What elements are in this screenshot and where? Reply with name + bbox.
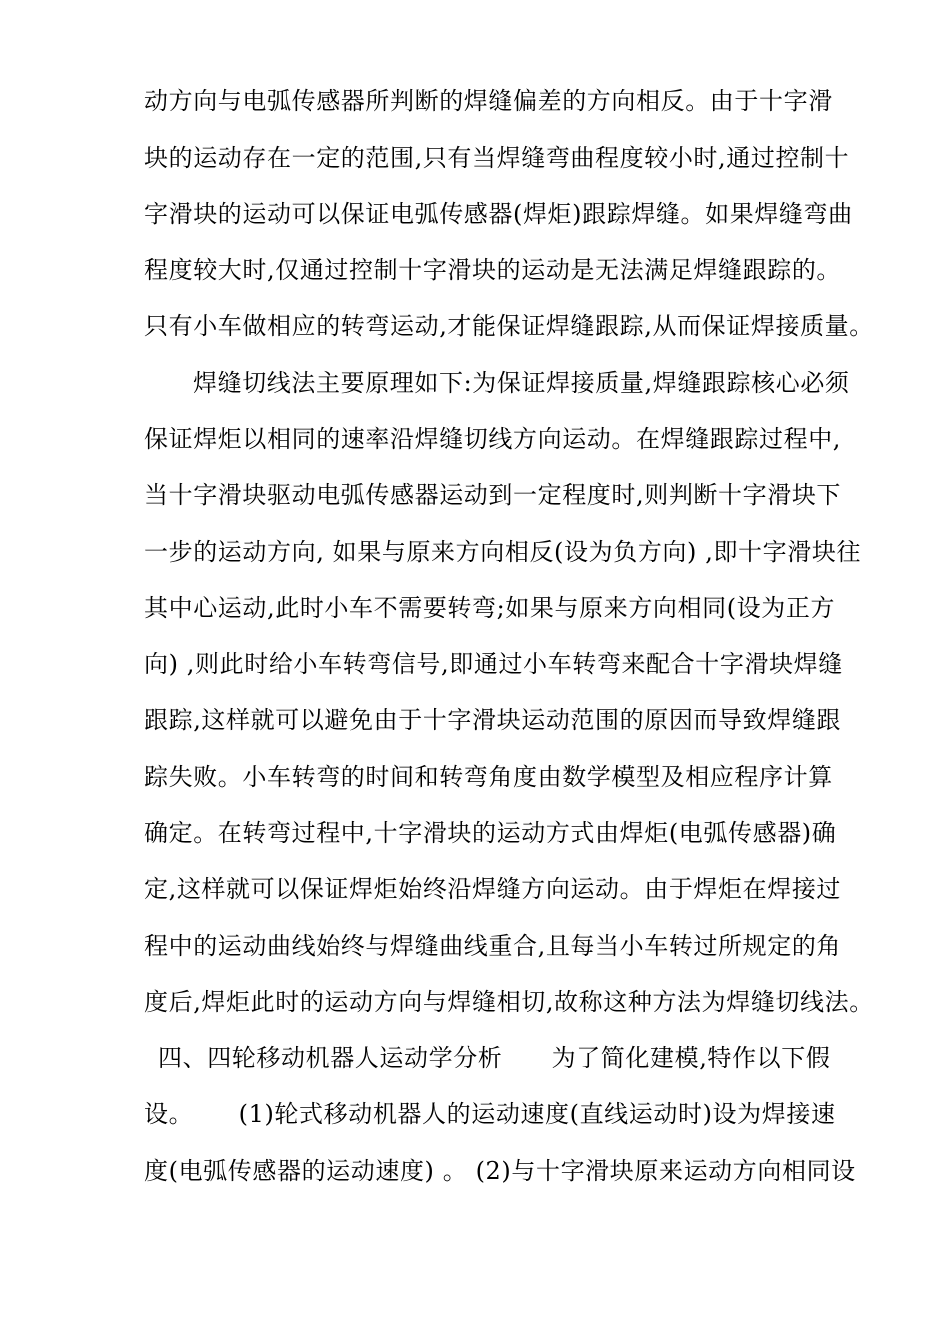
text-line-19: 设。 (1)轮式移动机器人的运动速度(直线运动时)设为焊接速 [144,1100,836,1128]
text-line-9: 一步的运动方向, 如果与原来方向相反(设为负方向) ,即十字滑块往 [144,538,862,566]
text-line-8: 当十字滑块驱动电弧传感器运动到一定程度时,则判断十字滑块下 [144,481,842,509]
text-line-12: 跟踪,这样就可以避免由于十字滑块运动范围的原因而导致焊缝跟 [144,706,842,734]
text-line-5: 只有小车做相应的转弯运动,才能保证焊缝跟踪,从而保证焊接质量。 [144,312,874,340]
text-line-3: 字滑块的运动可以保证电弧传感器(焊炬)跟踪焊缝。如果焊缝弯曲 [144,200,853,228]
text-line-14: 确定。在转弯过程中,十字滑块的运动方式由焊炬(电弧传感器)确 [144,819,837,847]
text-line-7: 保证焊炬以相同的速率沿焊缝切线方向运动。在焊缝跟踪过程中, [144,425,842,453]
text-line-17: 度后,焊炬此时的运动方向与焊缝相切,故称这种方法为焊缝切线法。 [144,988,874,1016]
text-line-2: 块的运动存在一定的范围,只有当焊缝弯曲程度较小时,通过控制十 [144,144,850,172]
text-line-11: 向) ,则此时给小车转弯信号,即通过小车转弯来配合十字滑块焊缝 [144,650,843,678]
text-line-20: 度(电弧传感器的运动速度) 。 (2)与十字滑块原来运动方向相同设 [144,1157,856,1185]
text-line-10: 其中心运动,此时小车不需要转弯;如果与原来方向相同(设为正方 [144,594,836,622]
text-line-16: 程中的运动曲线始终与焊缝曲线重合,且每当小车转过所规定的角 [144,932,842,960]
text-line-4: 程度较大时,仅通过控制十字滑块的运动是无法满足焊缝跟踪的。 [144,256,842,284]
text-line-1: 动方向与电弧传感器所判断的焊缝偏差的方向相反。由于十字滑 [144,87,833,115]
text-line-15: 定,这样就可以保证焊炬始终沿焊缝方向运动。由于焊炬在焊接过 [144,875,842,903]
paragraph-start-line: 焊缝切线法主要原理如下:为保证焊接质量,焊缝跟踪核心必须 [193,369,850,397]
text-line-13: 踪失败。小车转弯的时间和转弯角度由数学模型及相应程序计算 [144,763,833,791]
section-heading-line: 四、四轮移动机器人运动学分析 为了简化建模,特作以下假 [158,1044,831,1072]
